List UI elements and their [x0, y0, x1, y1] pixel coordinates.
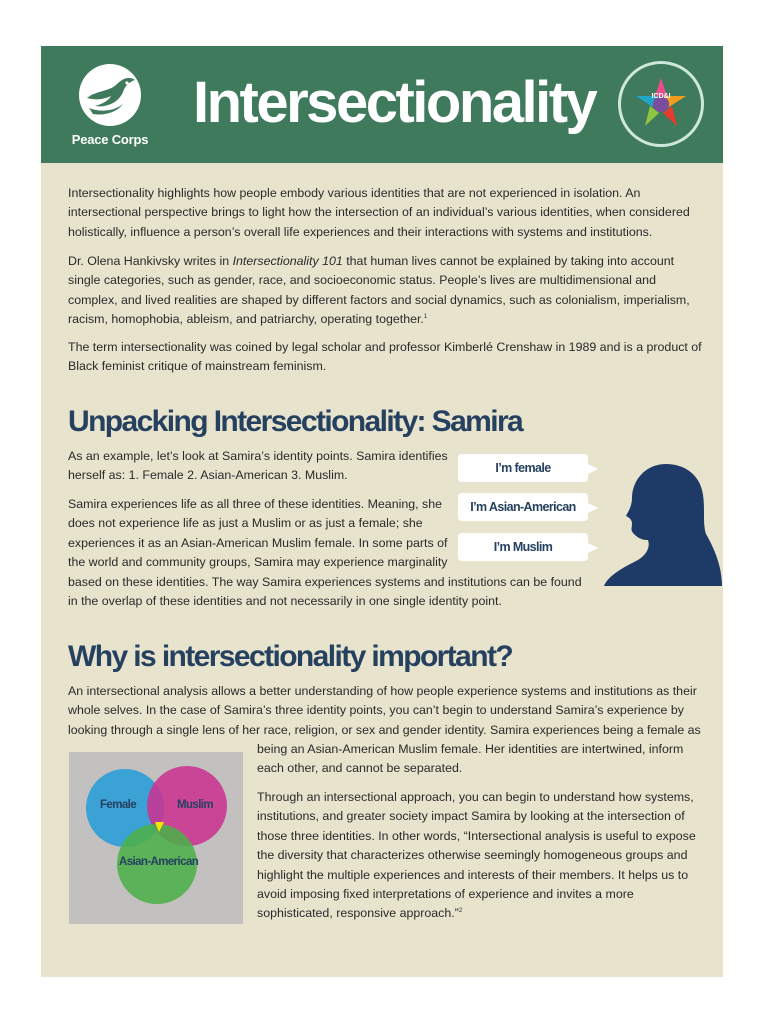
text-line: being an Asian-American Muslim female. Her identities are intertwined, inform: [257, 742, 684, 756]
badge-label: ICD&I: [651, 93, 671, 100]
text-line: in the overlap of these identities and not necessarily in one single identity point.: [68, 594, 502, 609]
icdi-badge: [618, 61, 704, 147]
text-line: based on these identities. The way Samira experiences systems and institutions can be found: [68, 574, 582, 589]
section-heading-samira: Unpacking Intersectionality: Samira: [68, 405, 523, 438]
header-banner: [41, 46, 723, 163]
text-line: avoid imposing fixed interpretations of experience and invites a more: [257, 887, 634, 902]
text-line: whole selves. In the case of Samira’s three identity points, you can’t begin to understand Samira’s experience by: [68, 703, 684, 718]
star-icon: [618, 61, 704, 147]
intro-paragraph-3: The term intersectionality was coined by legal scholar and professor Kimberlé Crenshaw in 1989 and is a product of Black feminist critique of mainstream feminism.: [68, 340, 702, 374]
text-line: [257, 904, 707, 923]
intro-p2-text-continued: that human lives cannot be explained by taking into account single categories, such as gender, race, and socioeconomic status. People’s lives are multidimensional and complex, and lived realities are shaped by different factors and social dynamics, such as colonialism, imperialism, racism, homophobia, ableism, and patriarchy, operating together.: [68, 254, 690, 327]
importance-paragraph: [68, 682, 718, 740]
logo-text: Peace Corps: [71, 132, 149, 147]
intro-p2-text: Dr. Olena Hankivsky writes in: [68, 254, 233, 268]
venn-diagram: [69, 752, 243, 924]
speech-bubble-asian-american: I’m Asian-American: [458, 493, 588, 521]
venn-label-muslim: Muslim: [177, 799, 214, 811]
section-heading-importance: Why is intersectionality important?: [68, 640, 513, 673]
text-line: the world and community groups, Samira may experience marginality: [68, 555, 448, 570]
venn-label-female: Female: [100, 799, 137, 811]
text-line: An intersectional analysis allows a better understanding of how people experience systems and institutions as their: [68, 684, 697, 698]
venn-label-asian-american: Asian-American: [119, 856, 199, 868]
intro-paragraph-1: Intersectionality highlights how people embody various identities that are not experienced in isolation. An intersectional perspective brings to light how the intersection of an individual’s various identities, when considered holistically, influence a person’s overall life experiences and their interactions with systems and institutions.: [68, 186, 690, 239]
book-title: Intersectionality 101: [232, 254, 343, 268]
page-title: Intersectionality: [193, 70, 596, 135]
footnote-marker: 2: [458, 908, 463, 915]
text-line: those three identities. In other words, “Intersectional analysis is useful to expose: [257, 828, 696, 843]
text-line: the diversity that characterizes otherwise seemingly homogeneous groups and: [257, 848, 688, 863]
woman-silhouette-icon: [602, 462, 724, 588]
peace-corps-logo: [65, 64, 155, 154]
speech-bubble-muslim: I’m Muslim: [458, 533, 588, 561]
text-line: Samira experiences life as all three of these identities. Meaning, she: [68, 497, 442, 511]
footnote-marker: 1: [423, 314, 428, 321]
text-line: looking through a single lens of her race, religion, or sex and gender identity. Samira experiences being a female as: [68, 722, 701, 737]
text-line: highlight the multiple experiences and interests of their members. It helps us to: [257, 867, 689, 882]
text-line: Through an intersectional approach, you can begin to understand how systems,: [257, 790, 694, 804]
intro-paragraph-2: [68, 252, 704, 330]
samira-identities-paragraph: As an example, let’s look at Samira’s identity points. Samira identifies herself as: 1. Female 2. Asian-American 3. Muslim.: [68, 449, 448, 483]
text-line: experiences it as an Asian-American Muslim female. In some parts of: [68, 535, 448, 550]
speech-bubble-female: I’m female: [458, 454, 588, 482]
text-line: does not experience life as just a Muslim or as just a female; she: [68, 516, 423, 531]
dove-icon: [79, 64, 141, 126]
intersectional-approach-paragraph: [257, 788, 707, 924]
text-line: each other, and cannot be separated.: [257, 761, 463, 776]
importance-paragraph-continued: [257, 740, 707, 779]
handout-page: [41, 46, 723, 977]
quote-ending: sophisticated, responsive approach.”: [257, 906, 459, 921]
text-line: institutions, and greater society impact Samira by looking at the intersection of: [257, 809, 685, 824]
